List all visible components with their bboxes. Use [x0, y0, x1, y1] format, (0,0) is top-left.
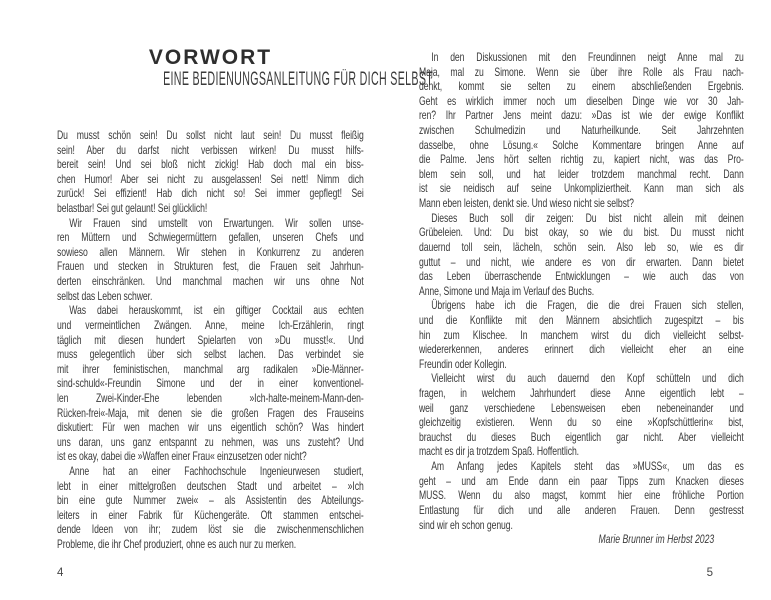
author-signature: Marie Brunner im Herbst 2023	[598, 532, 715, 547]
text-line: Entlastung für dich und alle anderen Frauen. Denn gestresst	[419, 502, 744, 517]
text-line: lebt in einer mittelgroßen deutschen Stadt und arbeitet – »Ich	[57, 478, 364, 493]
paragraph	[419, 211, 744, 299]
text-line: gleichzeitig existieren. Wenn du so eine »Kopfschüttlerin« bist,	[419, 415, 744, 430]
text-line: fragen, in welchem Jahrhundert diese Anne eigentlich lebt –	[419, 386, 744, 401]
text-line: ist es okay, dabei die »Waffen einer Frau« einzusetzen oder nicht?	[57, 449, 307, 464]
text-line: geht – und am Ende dann ein paar Tipps zum Knacken dieses	[419, 473, 744, 488]
page-left	[57, 0, 434, 600]
text-line: sind-schuld«-Freundin Simone und der in einer konventionel-	[57, 376, 364, 391]
text-line: brauchst du dieses Buch eigentlich gar nicht. Aber vielleicht	[419, 429, 744, 444]
text-line: Was dabei herauskommt, ist ein giftiger Cocktail aus echten	[69, 303, 364, 318]
text-line: bereit sein! Und sei bloß nicht zickig! Hab doch mal ein biss-	[57, 157, 364, 172]
text-line: blem sein soll, und hat leider trotzdem manchmal recht. Dann	[419, 166, 744, 181]
page-body-right	[419, 50, 744, 547]
text-line: dende Ideen von ihr; zudem löst sie die zwischenmenschlichen	[57, 522, 364, 537]
text-line: zwischen Schulmedizin und Naturheilkunde. Seit Jahrzehnten	[419, 123, 744, 138]
text-line: denkt, kommt sie selten zu einem abschließenden Ergebnis.	[419, 79, 744, 94]
text-line: Dieses Buch soll dir zeigen: Du bist nicht allein mit deinen	[431, 210, 744, 225]
paragraph	[57, 128, 364, 216]
page-body-left	[57, 128, 364, 552]
paragraph	[57, 464, 364, 552]
text-line: und die Konflikte mit den Männern absichtlich zugespitzt – bis	[419, 312, 744, 327]
text-line: derten einschränken. Und manchmal machen wir uns ohne Not	[57, 274, 364, 289]
text-line: guttut – und nicht, wie andere es von dir erwarten. Dann bietet	[419, 254, 744, 269]
chapter-subtitle: EINE BEDIENUNGSANLEITUNG FÜR DICH SELBST	[163, 69, 434, 90]
text-line: In den Diskussionen mit den Freundinnen neigt Anne mal zu	[431, 50, 744, 64]
paragraph	[419, 50, 744, 211]
text-line: Wir Frauen sind umstellt von Erwartungen. Wir sollen unse-	[69, 215, 364, 230]
text-line: ren Müttern und Schwiegermüttern gefallen, unseren Chefs und	[57, 230, 364, 245]
text-line: sowieso allen Männern. Wir stehen in Konkurrenz zu anderen	[57, 244, 364, 259]
text-line: len Zwei-Kinder-Ehe lebenden »Ich-halte-meinem-Mann-den-	[57, 390, 364, 405]
text-line: diskutiert: Für wen machen wir uns eigentlich schön? Was hindert	[57, 420, 364, 435]
text-line: Freundin oder Kollegin.	[419, 356, 507, 371]
paragraph	[419, 371, 744, 459]
text-line: Anne, Simone und Maja im Verlauf des Buchs.	[419, 283, 595, 298]
text-line: mit ihrer feministischen, manchmal arg radikalen »Die-Männer-	[57, 361, 364, 376]
text-line: macht es dir ja trotzdem Spaß. Hoffentlich.	[419, 444, 580, 459]
text-line: Vielleicht wirst du auch dauernd den Kopf schütteln und dich	[431, 371, 744, 386]
text-line: täglich mit diesen hundert Spielarten von »Du musst!«. Und	[57, 332, 364, 347]
text-line: sind wir eh schon genug.	[419, 517, 513, 532]
text-line: Probleme, die ihr Chef produziert, ohne es auch nur zu merken.	[57, 537, 297, 552]
text-line: sein! Aber du darfst nicht verbissen wirken! Du musst hilfs-	[57, 142, 364, 157]
text-line: Grübeleien. Und: Du bist okay, so wie du bist. Du musst nicht	[419, 225, 744, 240]
text-line: muss gelegentlich über sich selbst lachen. Das verbindet sie	[57, 347, 364, 362]
text-line: dauernd toll sein, lächeln, schön sein. Also leb so, wie es dir	[419, 239, 744, 254]
text-line: Du musst schön sein! Du sollst nicht laut sein! Du musst fleißig	[57, 128, 364, 142]
text-line: Rücken-frei«-Maja, mit denen sie die großen Fragen des Frauseins	[57, 405, 364, 420]
text-line: Maja, mal zu Simone. Wenn sie über ihre Rolle als Frau nach-	[419, 64, 744, 79]
text-line: die Palme. Jens hört selten richtig zu, kapiert nicht, was das Pro-	[419, 152, 744, 167]
paragraph	[57, 216, 364, 304]
text-line: leiters in einer Fabrik für Küchengeräte. Oft stammen entschei-	[57, 507, 364, 522]
text-line: Übrigens habe ich die Fragen, die die drei Frauen sich stellen,	[431, 298, 744, 313]
text-line: ren? Ihr Partner Jens meint dazu: »Das ist wie der ewige Konflikt	[419, 108, 744, 123]
text-line: das Leben überraschende Entwicklungen – wie auch das von	[419, 269, 744, 284]
text-line: weil ganz verschiedene Lebensweisen eben nebeneinander und	[419, 400, 744, 415]
paragraph	[419, 298, 744, 371]
text-line: Mann eben leisten, denkt sie. Und wieso nicht sie selbst?	[419, 196, 634, 211]
text-line: ist sie neidisch auf seine Unkompliziertheit. Kann man sich als	[419, 181, 744, 196]
chapter-title: VORWORT	[148, 46, 273, 69]
text-line: Am Anfang jedes Kapitels steht das »MUSS«, um das es	[431, 459, 744, 474]
chapter-subtitle-row	[57, 69, 434, 90]
text-line: und vermeintlichen Zwängen. Anne, meine Ich-Erzählerin, ringt	[57, 317, 364, 332]
page-body-right-paragraphs	[419, 50, 744, 532]
text-line: uns daran, uns ganz entspannt zu nehmen, was uns zusteht? Und	[57, 434, 364, 449]
text-line: MUSS. Wenn du also magst, kommt hier eine fröhliche Portion	[419, 488, 744, 503]
page-right	[419, 0, 744, 600]
paragraph	[419, 459, 744, 532]
text-line: Frauen und stecken in Strukturen fest, die Frauen seit Jahrhun-	[57, 259, 364, 274]
page-number-left: 4	[57, 567, 64, 579]
text-line: Anne hat an einer Fachhochschule Ingenieurwesen studiert,	[69, 464, 364, 479]
text-line: wiedererkennen, anderes erinnert dich vielleicht eher an eine	[419, 342, 744, 357]
text-line: dasselbe, ohne Lösung.« Solche Kommentare bringen Anne auf	[419, 137, 744, 152]
text-line: belastbar! Sei gut gelaunt! Sei glücklich!	[57, 201, 208, 216]
text-line: chen Humor! Aber sei nicht zu ausgelassen! Sei nett! Nimm dich	[57, 171, 364, 186]
text-line: hin zum Klischee. In manchem wirst du dich vielleicht selbst-	[419, 327, 744, 342]
text-line: zurück! Sei effizient! Hab dich nicht so! Sei immer gepflegt! Sei	[57, 186, 364, 201]
text-line: selbst das Leben schwer.	[57, 288, 153, 303]
page-number-right: 5	[706, 567, 713, 579]
paragraph	[57, 303, 364, 464]
text-line: Geht es wirklich immer noch um dieselben Dinge wie vor 30 Jah-	[419, 93, 744, 108]
text-line: bin eine gute Nummer zwei« – als Assistentin des Abteilungs-	[57, 493, 364, 508]
